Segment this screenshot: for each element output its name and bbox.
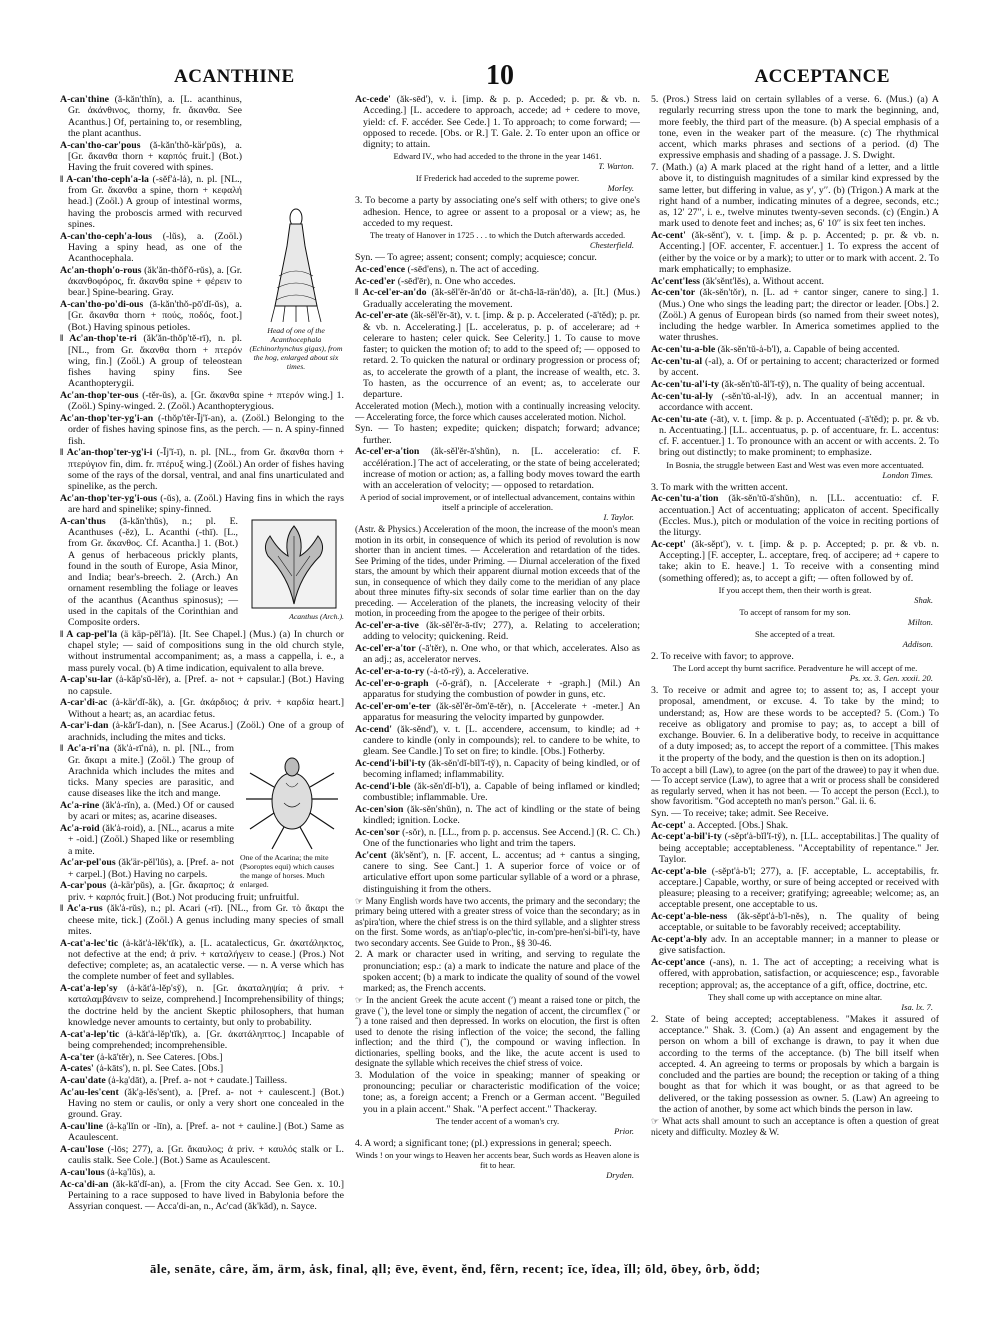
quotation-source: Chesterfield. bbox=[589, 240, 634, 250]
dictionary-entry bbox=[651, 934, 939, 957]
headword: Ac'an-thop'ter-ous bbox=[60, 390, 139, 401]
headword: A-can'thine bbox=[60, 94, 109, 105]
headword: ‖ Ac'an-thop'te-ri bbox=[60, 333, 137, 345]
figure-caption: Acanthus (Arch.). bbox=[289, 611, 344, 621]
dictionary-entry bbox=[60, 493, 344, 516]
column-right bbox=[651, 94, 939, 1261]
headword: Ac-cel'er-om'e-ter bbox=[355, 700, 431, 712]
quotation-text: The tender accent of a woman's cry. bbox=[435, 1115, 560, 1126]
usage-note: Accelerated motion (Mech.), motion with a continually increasing velocity. — Accelerating force, the force which causes accelerated motion. Nichol. bbox=[355, 401, 640, 422]
quotation-source: T. Warton. bbox=[598, 161, 634, 172]
definition-text: 3. To receive or admit and agree to; to assent to; as, I accept your proposal, amendment, or excuse. 4. To take by the mind; to understand; as, How are these words to be accepted? 5. (Com.) To receive as obligatory and promise to pay; as, to accept a bill of exchange. Bouvier. 6. In a deliberative body, to receive in acquittance of a duty imposed; as, to accept the report of a committee. [This makes it the property of the body, and the question is then on its adoption.] bbox=[651, 685, 939, 764]
definition-text: (-al), a. Of or pertaining to accent; characterized or formed by accent. bbox=[659, 355, 939, 378]
dictionary-entry bbox=[355, 701, 640, 724]
dictionary-entry bbox=[651, 391, 939, 414]
dictionary-entry bbox=[651, 539, 939, 584]
headword: Ac-cen'sion bbox=[355, 803, 404, 815]
definition-text: (-ŏ-grȧf), n. [Accelerate + -graph.] (Mil.) An apparatus for studying the combustion of powder in guns, etc. bbox=[363, 677, 640, 700]
definition-text: (ăk'sĕnt'lĕs), a. Without accent. bbox=[702, 275, 824, 287]
headword: Ac-cend'i-ble bbox=[355, 780, 411, 792]
definition-text: (ȧ-ka̤'lĭn or -līn), a. [Pref. a- not + cauline.] (Bot.) Same as Acaulescent. bbox=[68, 1121, 344, 1144]
headword: Ac-cept' bbox=[651, 538, 686, 550]
headword: Ac-cel'er-a-tive bbox=[355, 619, 419, 631]
dictionary-entry bbox=[651, 230, 939, 275]
dictionary-entry bbox=[651, 808, 939, 819]
dictionary-entry bbox=[355, 264, 640, 275]
definition-text: (ă-kăn'thĭn), a. [L. acanthinus, Gr. ἀκάνθινος, thorny, fr. ἄκανθα. See Acanthus.] Of, pertaining to, or resembling, the plant acanthus. bbox=[68, 94, 242, 139]
definition-text: (-āt), v. t. [imp. & p. p. Accentuated (-ā'tĕd); p. pr. & vb. n. Accentuating.] [LL. accentuatus, p. p. of accentuare, fr. L. accentus: cf. F. accentuer.] 1. To pronounce with an accent or with accents. 2. To bring out distinctly; to make prominent; to emphasize. bbox=[659, 413, 939, 459]
dictionary-entry bbox=[651, 162, 939, 230]
headword: Ac-cel'er-ate bbox=[355, 310, 408, 322]
dictionary-entry bbox=[60, 1075, 344, 1086]
dictionary-entry bbox=[651, 414, 939, 459]
acanthocephala-illustration bbox=[265, 206, 327, 326]
headword: Ac'ar-pel'ous bbox=[60, 857, 116, 869]
quotation-source: London Times. bbox=[882, 469, 933, 480]
dictionary-entry bbox=[651, 651, 939, 662]
quotation bbox=[651, 585, 939, 605]
definition-text: 5. (Pros.) Stress laid on certain syllables of a verse. 6. (Mus.) (a) A regularly recurring stress upon the tone to mark the beginning, and, more feebly, the third part of the measure. (b) A special emphasis of a tone, even in the weaker part of the measure. (c) The rhythmical accent, which marks phrases and sections of a period. (d) The expressive emphasis and shading of a passage. J. S. Dwight. bbox=[651, 94, 939, 162]
definition-text: (-ā'tĕr), n. One who, or that which, accelerates. Also as an adj.; as, accelerator nerves. bbox=[363, 642, 640, 665]
definition-text: (ȧ-kăt'ȧ-lĕp'sy̆), n. [Gr. ἀκαταληψία; ἀ priv. + καταλαμβάνειν to seize, comprehend.] Incomprehensibility of things; the doctrine held by the ancient Skeptic philosophers, that human knowledge never amounts to certainty, but only to probability. bbox=[68, 983, 344, 1028]
dictionary-entry bbox=[651, 493, 939, 538]
guide-word-left: ACANTHINE bbox=[174, 66, 295, 87]
dictionary-entry bbox=[355, 310, 640, 400]
quotation bbox=[355, 1116, 640, 1136]
definition-text: 2. To receive with favor; to approve. bbox=[651, 650, 794, 662]
headword: A-cates' bbox=[60, 1063, 94, 1075]
quotation-source: Shak. bbox=[914, 594, 933, 605]
definition-text: (ȧ-kā'tĕr), n. See Cateres. [Obs.] bbox=[96, 1051, 223, 1063]
headword: A-cau'line bbox=[60, 1121, 103, 1132]
dictionary-entry bbox=[60, 938, 344, 983]
quotation-text: If Frederick had acceded to the supreme power. bbox=[415, 173, 580, 184]
dictionary-entry bbox=[60, 1029, 344, 1052]
headword: Ac-ced'er bbox=[355, 275, 396, 287]
quotation-source: Dryden. bbox=[606, 1170, 634, 1180]
headword: A-ca'ter bbox=[60, 1051, 95, 1063]
headword: Ac-cept'a-ble-ness bbox=[651, 911, 728, 922]
headword: A-car'di-ac bbox=[60, 697, 108, 709]
headword: Ac'au-les'cent bbox=[60, 1086, 119, 1098]
definition-text: (ăk-sĕl'ĕr-āt), v. t. [imp. & p. p. Accelerated (-ā'tĕd); p. pr. & vb. n. Accelerating.] [L. acceleratus, p. p. of accelerare; ad + celerare to hasten; celer quick. See Celerity.] 1. To cause to move faster; to quicken the motion of; to add to the speed of; — opposed to retard. 2. To quicken the natural or ordinary progression or process of; as, to accelerate the growth of a plant, the increase of wealth, etc. 3. To hasten, as the occurrence of an event; as, to accelerate our departure. bbox=[363, 310, 640, 400]
definition-text: a. Accepted. [Obs.] Shak. bbox=[688, 819, 789, 831]
definition-text: (ăk-sĕn'tŏr), n. [L. ad + cantor singer, canere to sing.] 1. (Mus.) One who sings the leading part; the director or leader. [Obs.] 2. (Zoöl.) A genus of European birds (so named from their sweet notes), including the hedge warbler. In America sometimes applied to the water thrushes. bbox=[659, 287, 939, 344]
definition-text: (ä käp-pĕl'lȧ). [It. See Chapel.] (Mus.) (a) In church or chapel style; — said of compositions sung in the old church style, without instrumental accompaniment; as, a mass a cappella, i. e., a mass purely vocal. (b) A time indication, equivalent to alla breve. bbox=[68, 628, 344, 674]
definition-text: (ă-kăn'thŏ-pō'dĭ-ŭs), a. [Gr. ἄκανθα thorn + πούς, ποδός, foot.] (Bot.) Having spinous petioles. bbox=[68, 299, 242, 333]
dictionary-entry bbox=[60, 140, 344, 174]
definition-text: Syn. — To receive; take; admit. See Receive. bbox=[651, 807, 829, 819]
quotation bbox=[355, 230, 640, 250]
definition-text: 2. A mark or character used in writing, and serving to regulate the pronunciation; esp.: (a) a mark to indicate the nature and place of the spoken accent; (b) a mark to indicate the quality of sound of the vowel marked; as, the French accents. bbox=[355, 949, 640, 994]
page-header bbox=[60, 60, 940, 92]
definition-text: (ȧ-kăr'ĭ-dan), n. [See Acarus.] (Zoöl.) One of a group of arachnids, including the mites and ticks. bbox=[68, 720, 344, 743]
dictionary-entry bbox=[60, 1144, 344, 1167]
quotation bbox=[651, 663, 939, 683]
dictionary-entry bbox=[355, 94, 640, 150]
dictionary-entry bbox=[651, 820, 939, 831]
definition-text: (-Ĭj'ĭ-ī), n. pl. [NL., from Gr. ἄκανθα thorn + πτερύγιον fin, dim. fr. πτέρυξ wing.] (Zoöl.) An order of fishes having some of the rays of the dorsal, ventral, and anal fins unarticulated and spinelike, as the perch. bbox=[68, 447, 344, 492]
dictionary-entry bbox=[651, 276, 939, 287]
dictionary-entry bbox=[651, 356, 939, 379]
definition-text: 3. To become a party by associating one's self with others; to give one's adhesion. Hence, to agree or assent to a proposal or a view; as, he acceded to my request. bbox=[355, 195, 640, 229]
headword: Ac'a-rine bbox=[60, 800, 100, 811]
definition-text: (ăk'a̤-lĕs'sent), a. [Pref. a- not + caulescent.] (Bot.) Having no stem or caulis, or only a very short one concealed in the ground. Gray. bbox=[68, 1086, 344, 1121]
quotation bbox=[355, 492, 640, 522]
quotation bbox=[651, 607, 939, 627]
headword: Ac-cel'er-a'tion bbox=[355, 446, 420, 458]
headword: Ac-cen'tu-al'i-ty bbox=[651, 378, 720, 390]
headword: Ac'an-thop'ter-yg'i-ous bbox=[60, 492, 158, 504]
figure-caption: Head of one of the Acanthocephala (Echinorhynchus gigas), from the hog, enlarged about six times. bbox=[249, 326, 343, 371]
definition-text: (ăk-sĕn'dĭ-bĭl'ĭ-ty̆), n. Capacity of being kindled, or of becoming inflamed; inflammability. bbox=[363, 757, 640, 780]
quotation-source: Addison. bbox=[902, 638, 933, 649]
definition-text: (ȧ-kär'pŭs), a. [Gr. ἄκαρπος; ἀ priv. + καρπός fruit.] (Bot.) Not producing fruit; unfruitful. bbox=[68, 880, 300, 903]
definition-text: (ȧ-ka̤'lŭs), a. bbox=[107, 1167, 156, 1178]
dictionary-entry bbox=[60, 447, 344, 492]
dictionary-entry bbox=[60, 983, 344, 1028]
headword: Ac-cen'sor bbox=[355, 826, 400, 838]
definition-text: (ăk-sĕl'ĕr-ŏm'ē-tĕr), n. [Accelerate + -meter.] An apparatus for measuring the velocity imparted by gunpowder. bbox=[363, 700, 640, 723]
headword: A-cat'a-lep'tic bbox=[60, 1028, 120, 1040]
headword: Ac'cent'less bbox=[651, 275, 700, 287]
quotation-source: Prior. bbox=[614, 1125, 634, 1136]
quotation-text: A period of social improvement, or of intellectual advancement, contains within itself a principle of acceleration. bbox=[360, 492, 635, 513]
definition-text: (ăk-sĕnt'), v. t. [imp. & p. p. Accented; p. pr. & vb. n. Accenting.] [OF. accenter, F. accentuer.] 1. To express the accent of (either by the voice or by a mark); to utter or to mark with accent. 2. To mark emphatically; to emphasize. bbox=[659, 230, 939, 275]
usage-note: ☞ Many English words have two accents, the primary and the secondary; the primary being uttered with a greater stress of voice than the secondary; as in as'pira'tion, where the chief stress is on the third syllable, and a slighter stress on the first. Some words, as an'tiap'o-plec'tic, in-com'pre-hen'si-bil'i-ty, have two secondary accents. See Guide to Pron., §§ 30-46. bbox=[355, 895, 640, 948]
headword: A-can'thus bbox=[60, 515, 106, 527]
definition-text: (ăk'ȧ-rŭs), n.; pl. Acari (-rī). [NL., from Gr. τὸ ἄκαρι the cheese mite, tick.] (Zoöl.) A genus including many species of small mites. bbox=[68, 903, 344, 937]
headword: A-can'tho-po'di-ous bbox=[60, 299, 144, 310]
figure-acanthocephala bbox=[248, 206, 344, 371]
dictionary-entry bbox=[60, 720, 344, 743]
quotation bbox=[355, 151, 640, 171]
definition-text: (-sēd'ēr), n. One who accedes. bbox=[397, 275, 516, 287]
dictionary-entry bbox=[651, 344, 939, 355]
quotation-source: Isa. lx. 7. bbox=[901, 1001, 933, 1012]
quotation-source: I. Taylor. bbox=[603, 512, 634, 523]
headword: Ac-cen'tu-al bbox=[651, 355, 703, 367]
quotation-text: Winds ! on your wings to Heaven her accents bear, Such words as Heaven alone is fit to hear. bbox=[355, 1150, 640, 1170]
headword: Ac-cept'ance bbox=[651, 957, 705, 968]
definition-text: (ăk-sĕn'dĭ-b'l), a. Capable of being inflamed or kindled; combustible; inflammable. Ure. bbox=[363, 780, 640, 803]
quotation bbox=[651, 460, 939, 480]
headword: Ac-cel'er-a'tor bbox=[355, 642, 416, 654]
quotation-text: If you accept them, then their worth is great. bbox=[718, 584, 872, 595]
guide-word-right: ACCEPTANCE bbox=[754, 66, 890, 87]
acanthus-leaf-illustration bbox=[248, 516, 340, 612]
definition-text: (-ans), n. 1. The act of accepting; a receiving what is offered, with approbation, satisfaction, or acquiescence; esp., favorable reception; approval; as, the acceptance of a gift, office, doctrine, etc. bbox=[659, 957, 939, 991]
definition-text: (-sĕpt'ȧ-b'l; 277), a. [F. acceptable, L. acceptabilis, fr. acceptare.] Capable, worthy, or sure of being accepted or received with pleasure; pleasing to a receiver; gratifying; agreeable; welcome; as, an acceptable present, one acceptable to us. bbox=[659, 865, 939, 911]
definition-text: (ăk-sĕn'tŭ-ȧ-b'l), a. Capable of being accented. bbox=[717, 344, 900, 355]
quotation-text: To accept of ransom for my son. bbox=[739, 606, 851, 617]
definition-text: Syn. — To hasten; expedite; quicken; dispatch; forward; advance; further. bbox=[355, 423, 640, 446]
definition-text: (-sĕn'tŭ-al-ly̆), adv. In an accentual manner; in accordance with accent. bbox=[659, 390, 939, 413]
quotation-source: Milton. bbox=[907, 616, 933, 627]
definition-text: (ăk-sĕn'tŭ-ăl'ĭ-ty̆), n. The quality of being accentual. bbox=[721, 378, 925, 390]
headword: ‖ Ac'a-rus bbox=[60, 903, 103, 915]
headword: ‖ A-can'tho-ceph'a-la bbox=[60, 173, 149, 185]
headword: Ac-cen'tu-a'tion bbox=[651, 493, 719, 505]
definition-text: (-sēd'ens), n. The act of acceding. bbox=[407, 263, 540, 275]
headword: Ac-cede' bbox=[355, 94, 391, 105]
usage-note: ☞ In the ancient Greek the acute accent (ʹ) meant a raised tone or pitch, the grave (ˋ), the level tone or simply the negation of accent, the circumflex (˜ or ˆ) a tone raised and then depressed. In works on elocution, the first is often used to denote the rising inflection of the voice; the second, the falling inflection; and the third (ˆ), the compound or waving inflection. In dictionaries, spelling books, and the like, the acute accent is used to designate the syllable which receives the chief stress of voice. bbox=[355, 995, 640, 1069]
definition-text: (ăk-sĕnd'), v. t. [L. accendere, accensum, to kindle; ad + candere to kindle (only in compounds); rel. to candere to be white, to gleam. See Candle.] To set on fire; to kindle. [Obs.] Fotherby. bbox=[363, 723, 640, 757]
headword: ‖ Ac-cel'er-an'do bbox=[355, 287, 427, 299]
quotation-text: Edward IV., who had acceded to the throne in the year 1461. bbox=[393, 151, 602, 162]
definition-text: (ăk-kā'dĭ-an), a. [From the city Accad. See Gen. x. 10.] Pertaining to a race supposed to have lived in Babylonia before the Assyrian conquest. — Acca'di-an, n., Ac'cad (ăk'kăd), n. Sayce. bbox=[68, 1178, 344, 1213]
headword: A-cau'date bbox=[60, 1075, 106, 1086]
quotation-text: She accepted of a treat. bbox=[755, 628, 835, 639]
dictionary-entry bbox=[355, 666, 640, 677]
quotation-source: Morley. bbox=[607, 183, 634, 194]
dictionary-entry bbox=[60, 697, 344, 720]
definition-text: (ăk'ȧ-roid), a. [NL., acarus a mite + -oid.] (Zoöl.) Shaped like or resembling a mite. bbox=[68, 823, 235, 857]
dictionary-entry bbox=[355, 1138, 640, 1149]
column-middle bbox=[355, 94, 640, 1261]
definition-text: (-sĕpt'ȧ-bĭl'ĭ-ty̆), n. [LL. acceptabilitas.] The quality of being acceptable; acceptableness. "Acceptability of repentance." Jer. Taylor. bbox=[659, 831, 939, 865]
quotation-text: In Bosnia, the struggle between East and West was even more accentuated. bbox=[666, 459, 924, 470]
headword: Ac-cept'a-ble bbox=[651, 865, 707, 877]
dictionary-entry bbox=[60, 1167, 344, 1178]
definition-text: (-thŏp'tĕr-Ĭj'ĭ-an), a. (Zoöl.) Belonging to the order of fishes having spinose fins, as the perch. — n. A spiny-finned fish. bbox=[68, 413, 344, 447]
headword: Ac-cept' bbox=[651, 819, 686, 831]
headword: Ac-cept'a-bly bbox=[651, 934, 708, 945]
definition-text: (ăk'sĕnt'), n. [F. accent, L. accentus; ad + cantus a singing, canere to sing. See Cant.] 1. A superior force of voice or of articulative effort upon some particular syllable of a word or a phrase, distinguishing it from the others. bbox=[363, 849, 640, 895]
headword: A-cau'lose bbox=[60, 1144, 104, 1155]
headword: ‖ A cap-pel'la bbox=[60, 628, 118, 640]
dictionary-entry bbox=[355, 195, 640, 229]
definition-text: (ăk'ȧ-rĭn), a. (Med.) Of or caused by acari or mites; as, acarine diseases. bbox=[68, 800, 235, 823]
headword: Ac-ca'di-an bbox=[60, 1178, 109, 1190]
headword: Ac-cel'er-o-graph bbox=[355, 677, 429, 689]
definition-text: (ăk-sĕl'ĕr-ā-tĭv; 277), a. Relating to acceleration; adding to velocity; quickening. Reid. bbox=[363, 619, 640, 642]
definition-text: (ăk-sĕn'shŭn), n. The act of kindling or the state of being kindled; ignition. Locke. bbox=[363, 803, 640, 826]
usage-note: ☞ What acts shall amount to such an acceptance is often a question of great nicety and difficulty. Mozley & W. bbox=[651, 1116, 939, 1137]
headword: Ac-cend' bbox=[355, 723, 393, 735]
figure-caption: One of the Acarina; the mite (Psoroptes equi) which causes the mange of horses. Much enlarged. bbox=[240, 853, 335, 890]
definition-text: (-ȧ-tŏ-ry̆), a. Accelerative. bbox=[426, 665, 529, 677]
usage-note: To accept a bill (Law), to agree (on the part of the drawee) to pay it when due. — To accept service (Law), to agree that a writ or process shall be considered as regularly served, when it has not been. — To accept the person (Eccl.), to show favoritism. "God accepteth no man's person." Gal. ii. 6. bbox=[651, 764, 939, 807]
definition-text: (ȧ-kāts'), n. pl. See Cates. [Obs.] bbox=[96, 1063, 224, 1075]
dictionary-entry bbox=[651, 482, 939, 493]
headword: A-car'pous bbox=[60, 880, 107, 892]
definition-text: (-lŭs), a. (Zoöl.) Having a spiny head, as one of the Acanthocephala. bbox=[68, 230, 242, 264]
dictionary-entry bbox=[355, 643, 640, 666]
headword: Ac-cent' bbox=[651, 230, 686, 241]
dictionary-entry bbox=[651, 957, 939, 991]
headword: Ac-ced'ence bbox=[355, 263, 406, 275]
headword: Ac'a-roid bbox=[60, 823, 100, 834]
dictionary-entry bbox=[60, 94, 344, 139]
dictionary-entry bbox=[355, 949, 640, 994]
dictionary-entry bbox=[355, 252, 640, 263]
quotation-text: The Lord accept thy burnt sacrifice. Peradventure he will accept of me. bbox=[672, 663, 918, 673]
dictionary-entry bbox=[355, 758, 640, 781]
dictionary-entry bbox=[60, 1087, 344, 1121]
definition-text: (ăk'ăn-thŏp'tĕ-rī), n. pl. [NL., from Gr. ἄκανθα thorn + πτερόν wing, fin.] (Zoöl.) A group of teleostean fishes having spiny fins. See Acanthopterygii. bbox=[68, 333, 242, 390]
headword: A-car'i-dan bbox=[60, 720, 109, 732]
definition-text: 2. State of being accepted; acceptableness. "Makes it assured of acceptance." Shak. 3. (Com.) (a) An assent and engagement by the person on whom a bill of exchange is drawn, to pay it when due according to the terms of the acceptance. (b) The bill itself when accepted. 4. An agreeing to terms or proposals by which a bargain is concluded and the parties are bound; the reception or taking of a thing bought as that for which it was bought, or as that agreed to be delivered, or the taking possession as owner. 5. (Law) An agreeing to the action of another, by some act which binds the person in law. bbox=[651, 1013, 939, 1115]
headword: A-cat'a-lep'sy bbox=[60, 983, 118, 994]
mite-illustration bbox=[242, 743, 342, 853]
definition-text: (ăk-sĕl'ĕr-ăn'dō or ăt-chā-lā-rän'dō), a. [It.] (Mus.) Gradually accelerating the movement. bbox=[363, 287, 640, 310]
headword: A-can'tho-ceph'a-lous bbox=[60, 230, 152, 242]
headword: Ac-cen'tu-a-ble bbox=[651, 344, 716, 355]
dictionary-entry bbox=[651, 866, 939, 911]
definition-text: (ȧ-kär'dĭ-ăk), a. [Gr. ἀκάρδιος; ἀ priv. + καρδία heart.] Without a heart; as, an acardiac fetus. bbox=[68, 697, 344, 720]
headword: Ac-cen'tu-al-ly bbox=[651, 390, 714, 402]
pronunciation-key: āle, senāte, câre, ăm, ärm, ȧsk, final, ąll; ēve, ēvent, ĕnd, fẽrn, recent; īce, ĭdea, ĭll; ōld, ōbey, ôrb, ŏdd; bbox=[150, 1262, 761, 1276]
definition-text: (ȧ-kăt'ȧ-lĕp'tĭk), a. [Gr. ἀκατάληπτος.] Incapable of being comprehended; incomprehensible. bbox=[68, 1028, 344, 1051]
definition-text: (ăk-sĕl'ĕr-ā'shŭn), n. [L. acceleratio: cf. F. accélération.] The act of accelerating, or the state of being accelerated; increase of motion or action; as, a falling body moves toward the earth with an acceleration of velocity; — opposed to retardation. bbox=[363, 446, 640, 491]
definition-text: (ȧ-kăp'sŭ-lĕr), a. [Pref. a- not + capsular.] (Bot.) Having no capsule. bbox=[68, 674, 344, 697]
dictionary-entry bbox=[60, 674, 344, 697]
dictionary-entry bbox=[60, 1179, 344, 1213]
dictionary-entry bbox=[651, 831, 939, 865]
definition-text: (-lōs; 277), a. [Gr. ἄκαυλος; ἀ priv. + καυλός stalk or L. caulis stalk. See Cole.] (Bot.) Same as Acaulescent. bbox=[68, 1144, 344, 1167]
dictionary-entry bbox=[60, 903, 344, 937]
quotation-source: Ps. xx. 3. Gen. xxxii. 20. bbox=[849, 673, 933, 683]
dictionary-entry bbox=[355, 287, 640, 310]
dictionary-entry bbox=[355, 827, 640, 850]
headword: A-can'tho-car'pous bbox=[60, 139, 141, 151]
headword: A-cap'su-lar bbox=[60, 674, 113, 686]
dictionary-entry bbox=[651, 1014, 939, 1115]
headword: A-cau'lous bbox=[60, 1167, 105, 1178]
definition-text: (-sŏr), n. [LL., from p. p. accensus. See Accend.] (R. C. Ch.) One of the functionaries who light and trim the tapers. bbox=[363, 826, 640, 849]
dictionary-entry bbox=[60, 390, 344, 413]
dictionary-entry bbox=[355, 724, 640, 758]
definition-text: 4. A word; a significant tone; (pl.) expressions in general; speech. bbox=[355, 1137, 612, 1149]
dictionary-entry bbox=[651, 379, 939, 390]
definition-text: 3. To mark with the written accent. bbox=[651, 481, 788, 493]
quotation bbox=[355, 173, 640, 193]
page-number: 10 bbox=[486, 60, 514, 91]
figure-acanthus bbox=[244, 516, 344, 621]
definition-text: (ăk-sĕpt'ȧ-b'l-nĕs), n. The quality of being acceptable, or suitable to be favorably received; acceptability. bbox=[659, 911, 939, 934]
usage-note: (Astr. & Physics.) Acceleration of the moon, the increase of the moon's mean motion in its orbit, in consequence of which its period of revolution is now shorter than in ancient times. — Acceleration and retardation of the tides. See Priming of the tides, under Priming. — Diurnal acceleration of the fixed stars, the amount by which their apparent diurnal motion exceeds that of the sun, in consequence of which they daily come to the meridian of any place about three minutes fifty-six seconds of solar time earlier than on the day preceding. — Acceleration of the planets, the increasing velocity of their motion, in proceeding from the apogee to the perigee of their orbits. bbox=[355, 524, 640, 619]
headword: Ac-cend'i-bil'i-ty bbox=[355, 757, 426, 769]
quotation-text: The treaty of Hanover in 1725 . . . to which the Dutch afterwards acceded. bbox=[369, 230, 626, 240]
dictionary-entry bbox=[60, 413, 344, 447]
dictionary-entry bbox=[651, 94, 939, 162]
headword: Ac-cel'er-a-to-ry bbox=[355, 665, 425, 677]
definition-text: (-sĕf'ȧ-lȧ), n. pl. [NL., from Gr. ἄκανθα a spine, thorn + κεφαλή head.] (Zoöl.) A group of intestinal worms, having the proboscis armed with recurved spines. bbox=[68, 173, 242, 230]
definition-text: (ăk-sēd'), v. i. [imp. & p. p. Acceded; p. pr. & vb. n. Acceding.] [L. accedere to approach, accede; ad + cedere to move, yield: cf. F. accéder. See Cede.] 1. To approach; to come forward; — opposed to recede. [Obs. or R.] T. Gale. 2. To enter upon an office or dignity; to attain. bbox=[363, 94, 640, 150]
dictionary-entry bbox=[60, 1121, 344, 1144]
definition-text: 3. Modulation of the voice in speaking; manner of speaking or pronouncing; peculiar or characteristic modification of the voice; tone; as, a foreign accent; a French or a German accent. "Beguiled you in a plain accent." Shak. "A perfect accent." Thackeray. bbox=[355, 1069, 640, 1115]
headword: Ac'cent bbox=[355, 849, 387, 861]
dictionary-entry bbox=[355, 804, 640, 827]
dictionary-entry bbox=[355, 423, 640, 446]
definition-text: (-ŭs), a. (Zoöl.) Having fins in which the rays are hard and spinelike; spiny-finned. bbox=[68, 492, 344, 515]
headword: A-cat'a-lec'tic bbox=[60, 937, 119, 949]
dictionary-entry bbox=[651, 685, 939, 764]
definition-text: (ă-kăn'thŭs), n.; pl. E. Acanthuses (-ĕz), L. Acanthi (-thī). [L., from Gr. ἄκανθος. Cf. Acantha.] 1. (Bot.) A genus of herbaceous prickly plants, found in the south of Europe, Asia Minor, and India; bear's-breech. 2. (Arch.) An ornament resembling the foliage or leaves of the acanthus (Acanthus spinosus); — used in the capitals of the Corinthian and Composite orders. bbox=[68, 515, 238, 628]
definition-text: (ăk'är-pĕl'lŭs), a. [Pref. a- not + carpel.] (Bot.) Having no carpels. bbox=[68, 857, 234, 880]
headword: Ac'an-thop'ter-yg'i-an bbox=[60, 413, 154, 424]
headword: ‖ Ac'a-ri'na bbox=[60, 743, 110, 755]
headword: Ac-cen'tor bbox=[651, 287, 696, 299]
definition-text: (ăk-sĕn'tŭ-ā'shŭn), n. [LL. accentuatio: cf. F. accentuation.] Act of accentuating; applicaton of accent. Specifically (Eccles. Mus.), pitch or modulation of the voice in reciting portions of the liturgy. bbox=[659, 493, 939, 538]
definition-text: Syn. — To agree; assent; consent; comply; acquiesce; concur. bbox=[355, 252, 597, 263]
definition-text: (-tĕr-ŭs), a. [Gr. ἄκανθα spine + πτερόν wing.] 1. (Zoöl.) Spiny-winged. 2. (Zoöl.) Acanthopterygious. bbox=[68, 390, 344, 413]
headword: Ac-cept'a-bil'i-ty bbox=[651, 831, 722, 843]
quotation bbox=[355, 1150, 640, 1180]
dictionary-entry bbox=[355, 850, 640, 895]
definition-text: adv. In an acceptable manner; in a manner to please or give satisfaction. bbox=[659, 934, 939, 957]
quotation bbox=[651, 629, 939, 649]
dictionary-entry bbox=[355, 446, 640, 491]
definition-text: (ăk-sĕpt'), v. t. [imp. & p. p. Accepted; p. pr. & vb. n. Accepting.] [F. accepter, L. acceptare, freq. of accipere; ad + capere to take; akin to E. heave.] 1. To receive with a consenting mind (something offered); as, to accept a gift; — often followed by of. bbox=[659, 538, 939, 584]
definition-text: (ȧ-kăt'ȧ-lĕk'tĭk), a. [L. acatalecticus, Gr. ἀκατάληκτος, not defective at the end; ἀ priv. + καταλήγειν to cease.] (Pros.) Not defective; complete; as, an acatalectic verse. — n. A verse which has the complete number of feet and syllables. bbox=[68, 937, 344, 983]
headword: Ac-cen'tu-ate bbox=[651, 413, 708, 425]
quotation-text: They shall come up with acceptance on mine altar. bbox=[708, 991, 882, 1002]
dictionary-entry bbox=[355, 620, 640, 643]
dictionary-entry bbox=[355, 678, 640, 701]
definition-text: (ăk'ăn-thŏf'ŏ-rŭs), a. [Gr. ἀκανθοφόρος, fr. ἄκανθα spine + φέρειν to bear.] Spine-bearing. Gray. bbox=[68, 264, 243, 299]
column-left bbox=[60, 94, 344, 1261]
dictionary-entry bbox=[651, 287, 939, 343]
dictionary-entry bbox=[355, 276, 640, 287]
definition-text: 7. (Math.) (a) A mark placed at the right hand of a letter, and a little above it, to distinguish magnitudes of a similar kind expressed by the same letter, but differing in value, as y′, y′′. (b) (Trigon.) A mark at the right hand of a number, indicating minutes of a degree, seconds, etc.; as, 12′ 27′′, i. e., twelve minutes twenty-seven seconds. (c) (Engin.) A mark used to denote feet and inches; as, 6′ 10′′ is six feet ten inches. bbox=[651, 162, 939, 230]
figure-acarina bbox=[240, 743, 344, 889]
dictionary-entry bbox=[355, 781, 640, 804]
definition-text: (ȧ-ka̤'dāt), a. [Pref. a- not + caudate.] Tailless. bbox=[108, 1075, 288, 1086]
dictionary-entry bbox=[60, 629, 344, 674]
dictionary-entry bbox=[60, 1052, 344, 1063]
definition-text: (ă-kăn'thŏ-kär'pŭs), a. [Gr. ἄκανθα thorn + καρπός fruit.] (Bot.) Having the fruit covered with spines. bbox=[68, 139, 242, 173]
headword: ‖ Ac'an-thop'ter-yg'i-i bbox=[60, 447, 153, 459]
definition-text: (ăk'ȧ-rī'nȧ), n. pl. [NL., from Gr. ἄκαρι a mite.] (Zoöl.) The group of Arachnida which includes the mites and ticks. Many species are parasitic, and cause diseases like the itch and mange. bbox=[68, 743, 235, 800]
dictionary-entry bbox=[355, 1070, 640, 1115]
headword: Ac'an-thoph'o-rous bbox=[60, 264, 142, 276]
quotation bbox=[651, 992, 939, 1012]
dictionary-entry bbox=[60, 1063, 344, 1074]
dictionary-entry bbox=[651, 911, 939, 934]
